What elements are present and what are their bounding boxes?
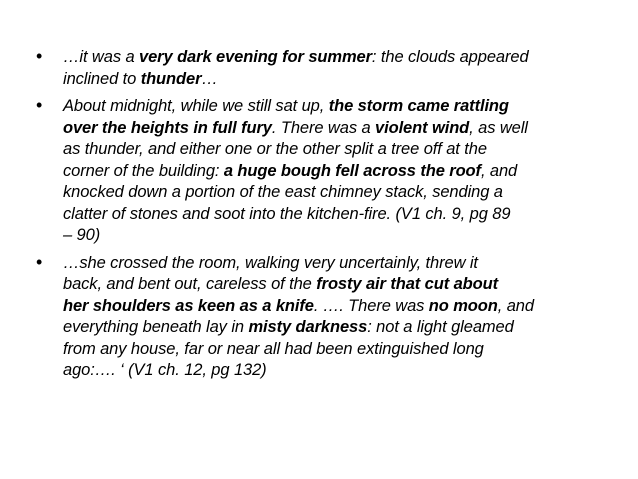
body-text: : not a light gleamed bbox=[367, 318, 514, 336]
bullet-dot-icon: • bbox=[36, 251, 43, 272]
quote-line bbox=[63, 118, 620, 140]
quote-line bbox=[63, 139, 620, 161]
body-text: : the clouds appeared bbox=[371, 48, 529, 66]
emphasized-text: no moon bbox=[428, 296, 498, 315]
emphasized-text: a huge bough fell across the roof bbox=[223, 161, 481, 180]
body-text: – 90) bbox=[63, 226, 101, 244]
quote-line bbox=[63, 47, 620, 69]
quote-bullet-2 bbox=[36, 96, 620, 247]
bullet-dot-icon: • bbox=[36, 46, 43, 66]
quote-line bbox=[63, 225, 620, 247]
quote-line bbox=[63, 339, 620, 361]
quote-bullet-3 bbox=[36, 253, 620, 382]
body-text: … bbox=[201, 69, 218, 88]
bullet-dot-icon: • bbox=[36, 95, 43, 115]
quote-line bbox=[63, 69, 620, 91]
quote-line bbox=[63, 253, 620, 275]
body-text: corner of the building: bbox=[63, 161, 224, 180]
quote-line bbox=[63, 96, 620, 118]
body-text: . There was a bbox=[271, 118, 376, 137]
body-text: clatter of stones and soot into the kitchen-fire. (V1 ch. 9, pg 89 bbox=[63, 204, 511, 223]
body-text: knocked down a portion of the east chimney stack, sending a bbox=[63, 183, 503, 201]
bullet-list bbox=[36, 47, 620, 388]
quote-line bbox=[63, 204, 620, 226]
body-text: …it was a bbox=[63, 48, 140, 66]
quote-bullet-1 bbox=[36, 47, 620, 90]
quote-line bbox=[63, 161, 620, 183]
quote-line bbox=[63, 296, 620, 318]
body-text: , and bbox=[497, 296, 534, 315]
body-text: from any house, far or near all had been extinguished long bbox=[63, 339, 484, 358]
body-text: ago:…. ‘ (V1 ch. 12, pg 132) bbox=[63, 361, 267, 379]
emphasized-text: misty darkness bbox=[248, 318, 368, 336]
emphasized-text: thunder bbox=[140, 69, 202, 88]
body-text: back, and bent out, careless of the bbox=[63, 275, 317, 293]
quote-line bbox=[63, 182, 620, 204]
body-text: About midnight, while we still sat up, bbox=[63, 97, 329, 115]
emphasized-text: very dark evening for summer bbox=[139, 48, 372, 66]
emphasized-text: her shoulders as keen as a knife bbox=[63, 296, 314, 315]
emphasized-text: frosty air that cut about bbox=[316, 275, 498, 293]
quote-line bbox=[63, 317, 620, 339]
body-text: , as well bbox=[469, 118, 528, 137]
quote-line bbox=[63, 360, 620, 382]
body-text: as thunder, and either one or the other split a tree off at the bbox=[63, 140, 487, 158]
emphasized-text: over the heights in full fury bbox=[63, 118, 272, 137]
body-text: , and bbox=[480, 161, 518, 180]
body-text: …she crossed the room, walking very uncertainly, threw it bbox=[63, 253, 478, 272]
quote-line bbox=[63, 274, 620, 296]
body-text: everything beneath lay in bbox=[63, 318, 249, 336]
body-text: inclined to bbox=[63, 69, 141, 88]
emphasized-text: the storm came rattling bbox=[328, 97, 509, 115]
emphasized-text: violent wind bbox=[375, 118, 470, 137]
body-text: . …. There was bbox=[313, 296, 429, 315]
